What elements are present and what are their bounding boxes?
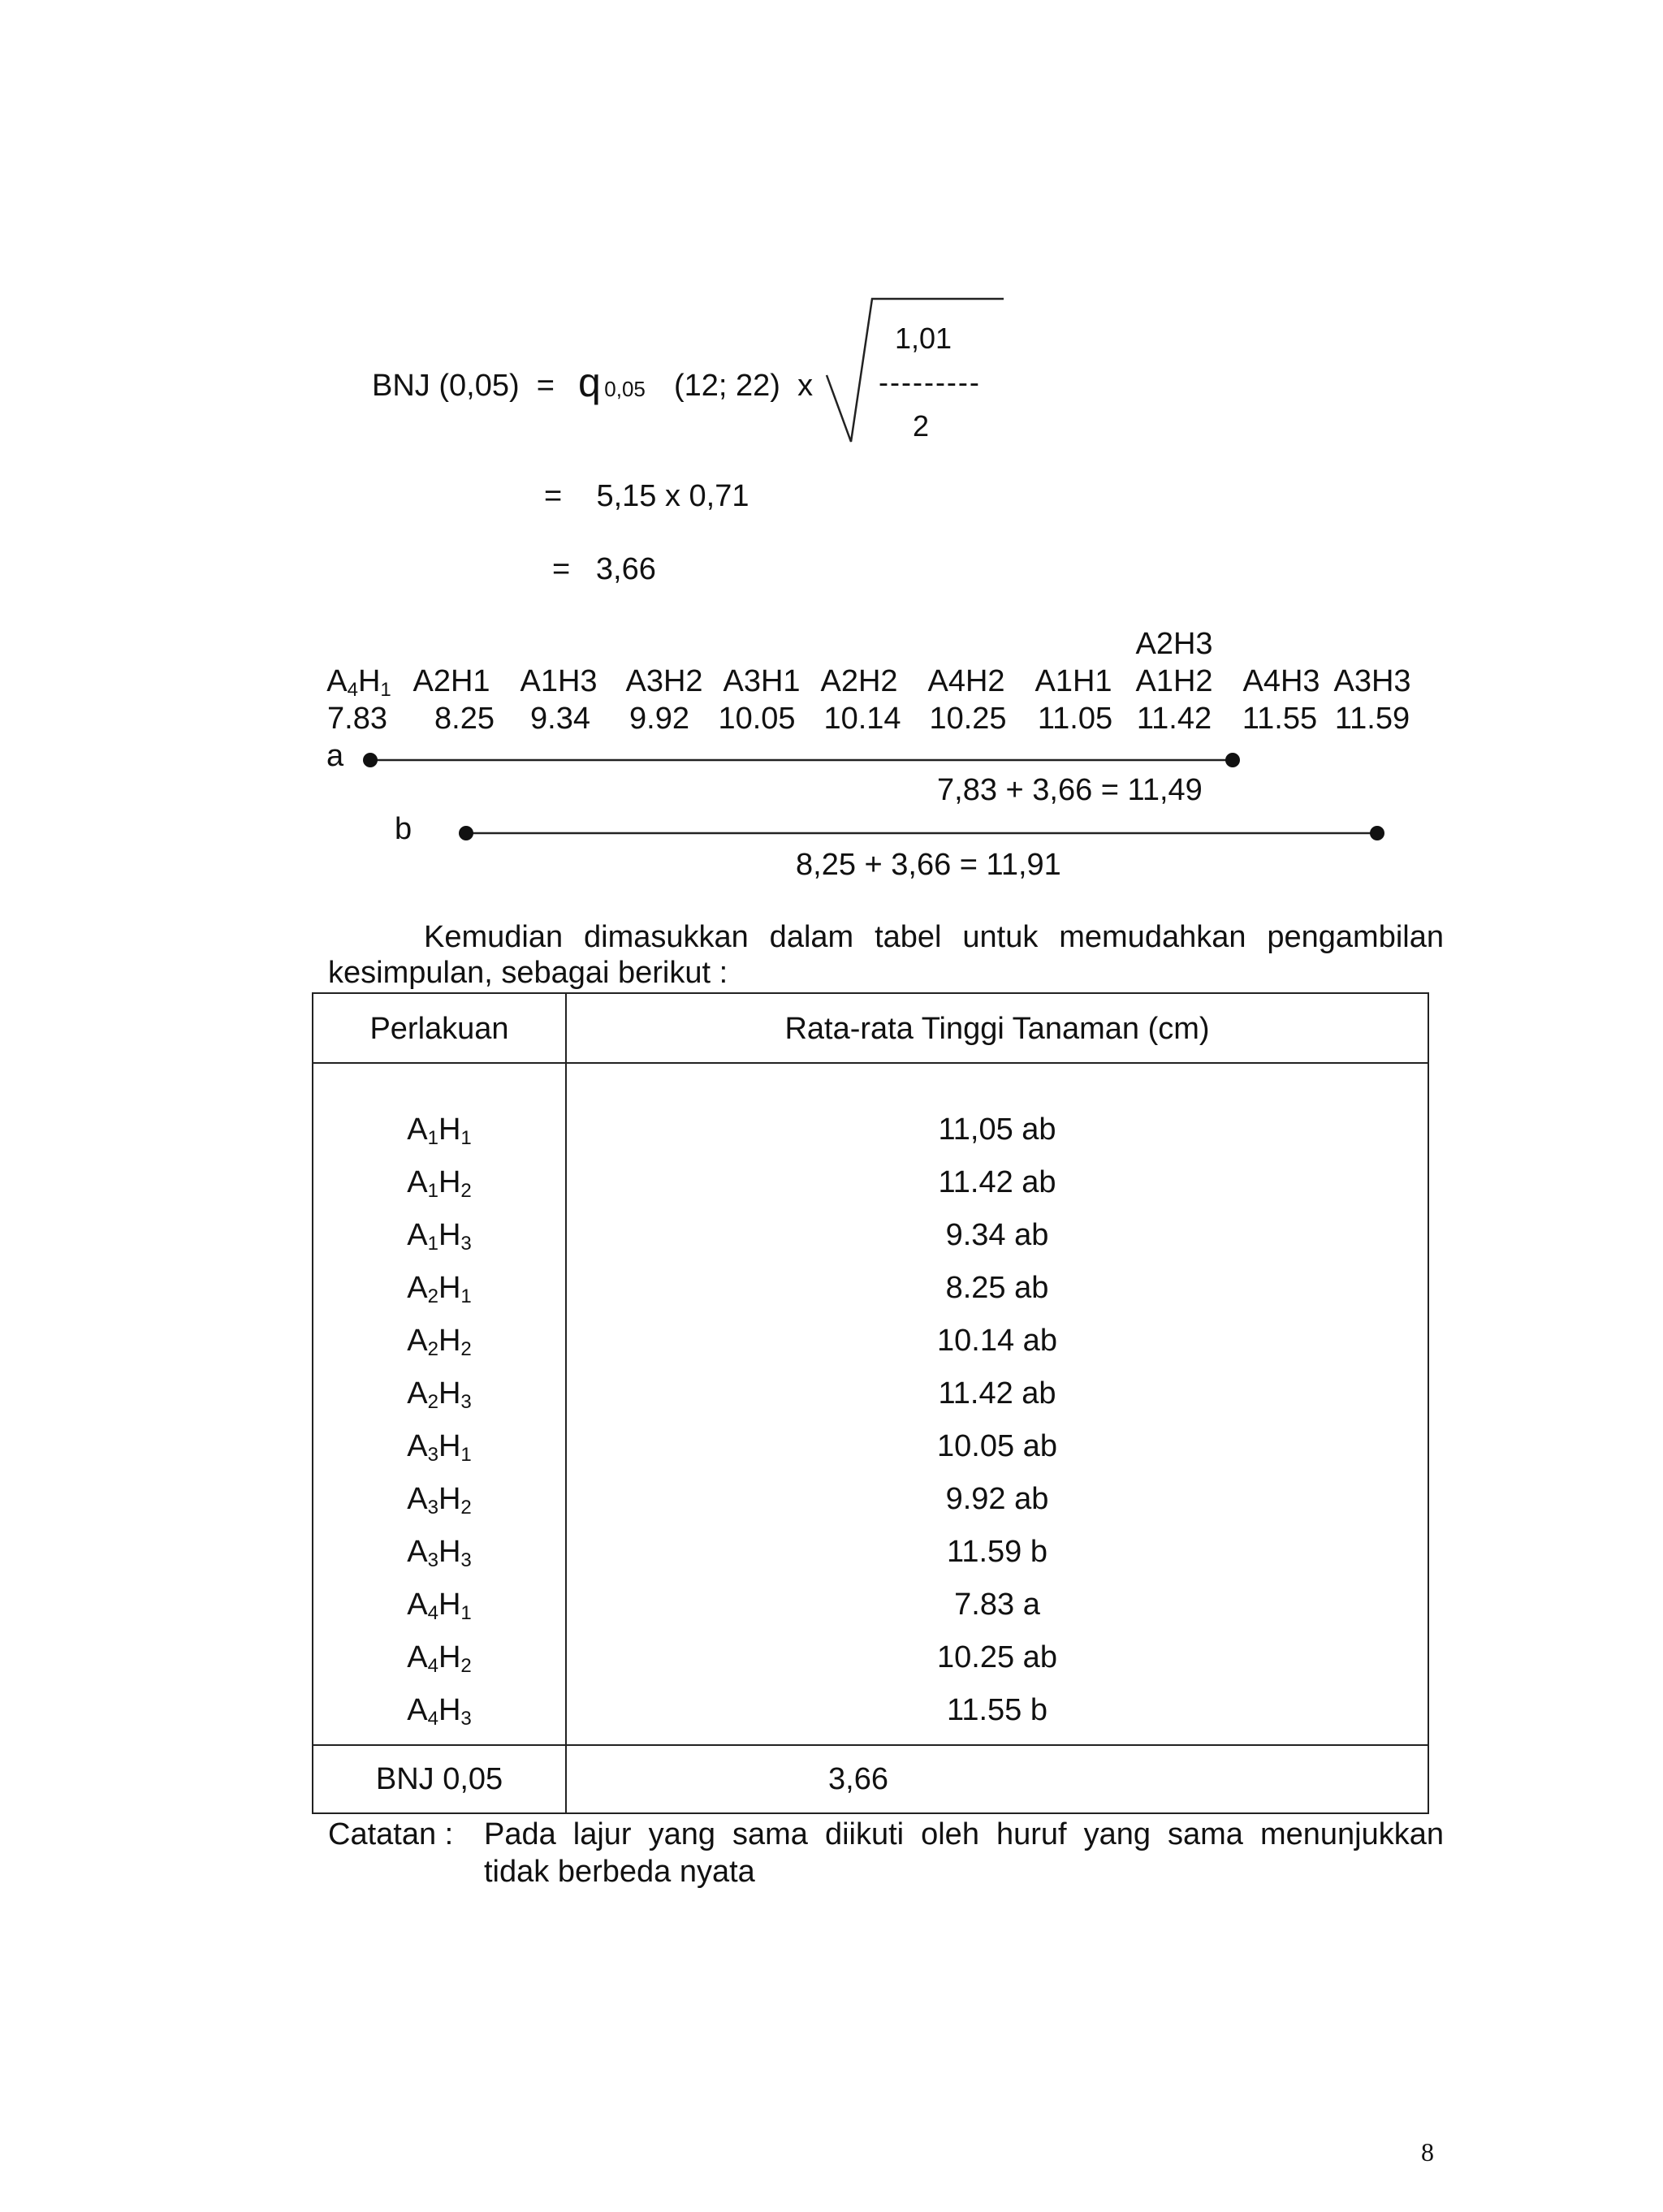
intro-paragraph: Kemudian dimasukkan dalam tabel untuk memudahkan pengambilan kesimpulan, sebagai berikut :: [328, 920, 1444, 990]
formula-step2: = 5,15 x 0,71: [544, 479, 749, 513]
formula-step3: = 3,66: [552, 552, 656, 586]
table-row: [313, 1324, 1428, 1376]
table-row: [313, 1693, 1428, 1746]
mean-height-cell: 11.42 ab: [938, 1376, 1056, 1411]
table-row: [313, 1482, 1428, 1535]
mean-height-cell: 9.34 ab: [945, 1218, 1049, 1252]
mean-height-cell: 9.92 ab: [945, 1482, 1049, 1516]
line-b-end-dot: [1370, 826, 1384, 840]
table-row: [313, 1588, 1428, 1640]
ranking-label: A3H3: [1333, 664, 1411, 698]
line-b-letter: b: [395, 812, 413, 846]
line-a-letter: a: [326, 739, 344, 773]
results-table: [312, 992, 1429, 1814]
ranking-label: A4H3: [1242, 664, 1320, 698]
ranking-label: A1H1: [1035, 664, 1112, 698]
ranking-value: 7.83: [327, 702, 387, 736]
ranking-label: A2H2: [820, 664, 898, 698]
treatment-cell: $A_2H_3$: [407, 1376, 472, 1413]
mean-height-cell: 7.83 a: [954, 1588, 1040, 1622]
ranking-label-a4h1: $A_4H_1$: [326, 664, 391, 701]
treatment-cell: $A_2H_1$: [407, 1271, 472, 1307]
table-row: [313, 1271, 1428, 1324]
formula-lhs: BNJ (0,05) =: [372, 369, 555, 403]
treatment-cell: $A_2H_2$: [407, 1324, 472, 1360]
treatment-cell: $A_3H_1$: [407, 1429, 472, 1466]
ranking-value: 11.05: [1037, 702, 1113, 736]
line-b-start-dot: [459, 826, 473, 840]
mean-height-cell: 11.55 b: [947, 1693, 1047, 1727]
mean-height-cell: 11,05 ab: [938, 1112, 1056, 1147]
page-number: 8: [1421, 2137, 1434, 2167]
mean-height-cell: 10.14 ab: [937, 1324, 1057, 1358]
fraction-denominator: 2: [913, 409, 930, 443]
ranking-value: 9.34: [530, 702, 590, 736]
table-row: [313, 1376, 1428, 1429]
mean-height-cell: 10.25 ab: [937, 1640, 1057, 1674]
treatment-cell: $A_1H_2$: [407, 1165, 472, 1202]
col2-header: Rata-rata Tinggi Tanaman (cm): [784, 1012, 1210, 1046]
note-text: Pada lajur yang sama diikuti oleh huruf yang sama menunjukkan tidak berbeda nyata: [484, 1817, 1444, 1889]
line-a-calc: 7,83 + 3,66 = 11,49: [937, 773, 1203, 807]
grouping-lines: [0, 0, 1663, 893]
line-a-start-dot: [363, 753, 378, 767]
formula-q: q 0,05: [578, 360, 646, 405]
fraction-bar: ---------: [879, 365, 981, 399]
formula-args: (12; 22) x: [674, 369, 814, 403]
ranking-value: 11.59: [1334, 702, 1410, 736]
table-row: [313, 1640, 1428, 1693]
ranking-value: 10.14: [823, 702, 901, 736]
table-row: [313, 1165, 1428, 1218]
mean-height-cell: 11.59 b: [947, 1535, 1047, 1569]
table-row: [313, 1218, 1428, 1271]
ranking-value: 11.55: [1242, 702, 1318, 736]
fraction-numerator: 1,01: [895, 322, 952, 355]
ranking-value: 10.05: [718, 702, 796, 736]
ranking-extra-label: A2H3: [1135, 627, 1213, 661]
footer-label: BNJ 0,05: [375, 1762, 503, 1796]
table-row: [313, 1429, 1428, 1482]
ranking-value: 8.25: [434, 702, 495, 736]
ranking-label: A3H2: [625, 664, 703, 698]
table-body: [313, 1112, 1428, 1746]
mean-height-cell: 11.42 ab: [938, 1165, 1056, 1199]
header-divider: [313, 1062, 1428, 1064]
table-row: [313, 1535, 1428, 1588]
ranking-label: A1H3: [520, 664, 598, 698]
line-a-end-dot: [1225, 753, 1240, 767]
ranking-value: 9.92: [629, 702, 689, 736]
treatment-cell: $A_1H_1$: [407, 1112, 472, 1149]
ranking-label: A4H2: [927, 664, 1005, 698]
treatment-cell: $A_3H_3$: [407, 1535, 472, 1571]
treatment-cell: $A_4H_3$: [407, 1693, 472, 1730]
line-b-calc: 8,25 + 3,66 = 11,91: [796, 848, 1061, 882]
table-row: [313, 1112, 1428, 1165]
treatment-cell: $A_4H_2$: [407, 1640, 472, 1677]
ranking-value: 10.25: [929, 702, 1007, 736]
mean-height-cell: 8.25 ab: [945, 1271, 1049, 1305]
ranking-label: A2H1: [413, 664, 490, 698]
treatment-cell: $A_1H_3$: [407, 1218, 472, 1255]
note-label: Catatan :: [328, 1817, 454, 1851]
ranking-value: 11.42: [1136, 702, 1212, 736]
treatment-cell: $A_4H_1$: [407, 1588, 472, 1624]
col1-header: Perlakuan: [369, 1012, 509, 1046]
treatment-cell: $A_3H_2$: [407, 1482, 472, 1519]
footer-value: 3,66: [828, 1762, 888, 1796]
mean-height-cell: 10.05 ab: [937, 1429, 1057, 1463]
ranking-label: A1H2: [1135, 664, 1213, 698]
ranking-label: A3H1: [723, 664, 801, 698]
